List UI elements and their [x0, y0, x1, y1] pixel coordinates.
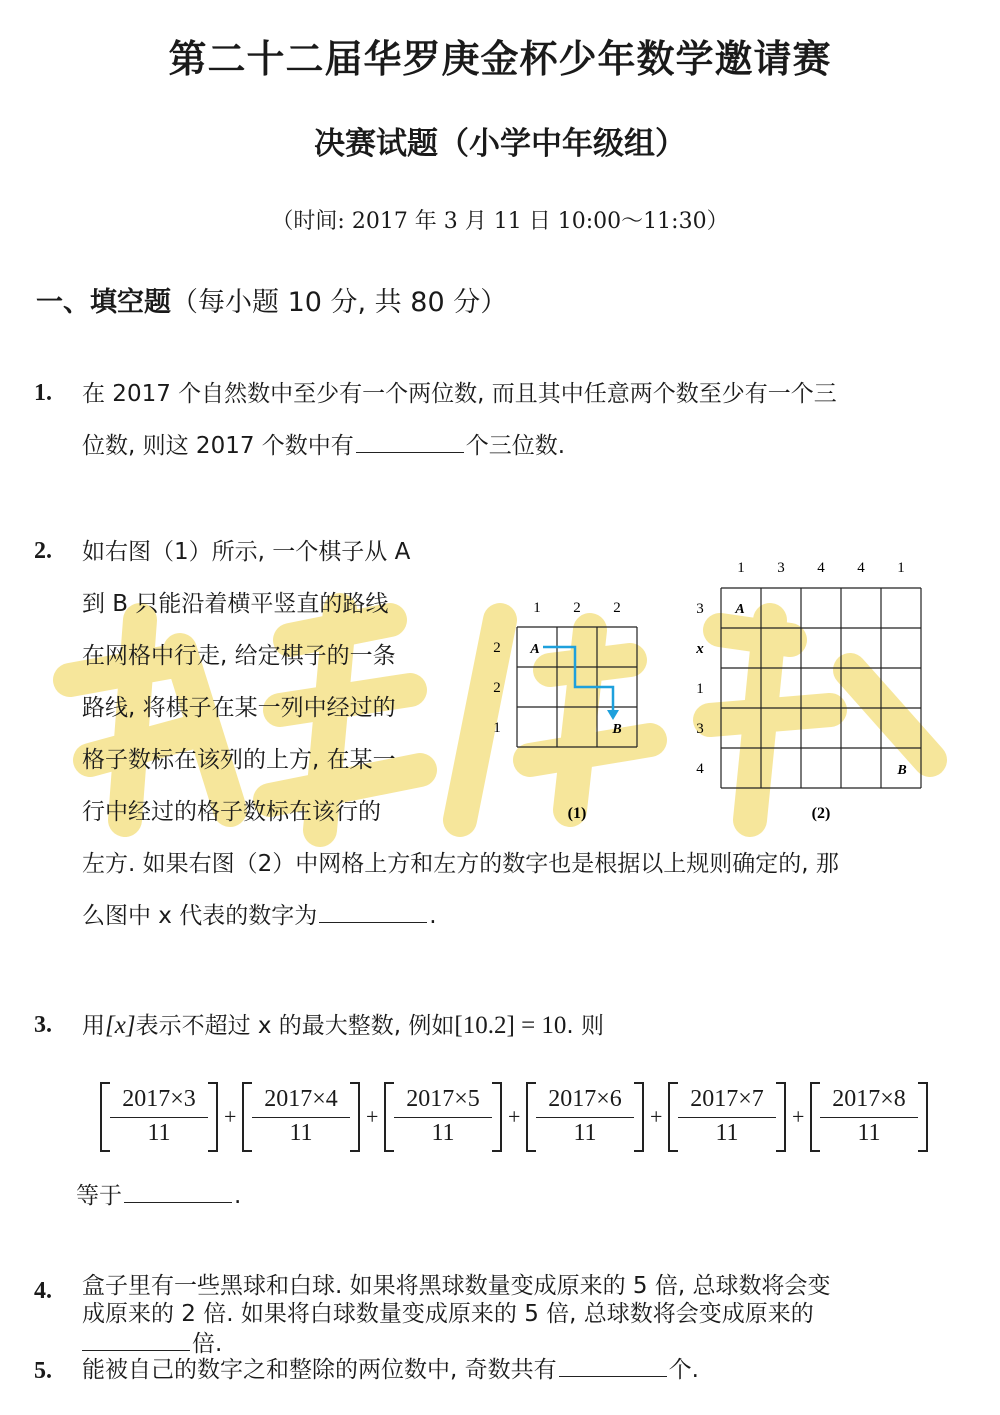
figure-2-top-label: 4 [857, 560, 865, 576]
question-3-text-middle: 表示不超过 x 的最大整数, 例如 [135, 1013, 455, 1039]
figure-1-caption: (1) [567, 805, 587, 822]
question-1-line-2-end: 个三位数. [465, 433, 566, 459]
fraction-numerator: 2017×3 [122, 1086, 196, 1112]
figure-2-end-label: B [897, 763, 907, 778]
grid-figure-2 [688, 548, 938, 833]
figure-2-left-label: 3 [696, 721, 704, 737]
figure-2-start-label: A [735, 602, 745, 617]
question-2-line-4: 路线, 将棋子在某一列中经过的 [82, 695, 396, 721]
question-4-line-1: 盒子里有一些黑球和白球. 如果将黑球数量变成原来的 5 倍, 总球数将会变 [82, 1273, 831, 1299]
fraction-numerator: 2017×7 [690, 1086, 764, 1112]
question-5-text-end: 个. [668, 1357, 699, 1383]
answer-blank-1[interactable] [356, 430, 464, 453]
question-3-number: 3. [34, 1012, 52, 1038]
question-4-line-2: 成原来的 2 倍. 如果将白球数量变成原来的 5 倍, 总球数将会变成原来的 [82, 1301, 814, 1327]
figure-1-left-label: 1 [493, 720, 501, 736]
floor-fraction [668, 1082, 786, 1152]
floor-fraction [100, 1082, 218, 1152]
floor-fraction [384, 1082, 502, 1152]
figure-1-top-label: 1 [533, 600, 541, 616]
plus-sign: + [508, 1104, 521, 1129]
figure-2-top-label: 1 [897, 560, 905, 576]
plus-sign: + [650, 1104, 663, 1129]
fraction-denominator: 11 [431, 1120, 455, 1146]
figure-1-left-label: 2 [493, 640, 501, 656]
question-3-tail-text: 等于 [76, 1183, 122, 1209]
plus-sign: + [792, 1104, 805, 1129]
grid-figure-1 [485, 590, 655, 830]
question-3-text [82, 1000, 972, 1052]
figure-2-caption: (2) [811, 805, 831, 822]
fraction-denominator: 11 [857, 1120, 881, 1146]
question-2-line-2: 到 B 只能沿着横平竖直的路线 [82, 591, 389, 617]
route-arrowhead [607, 710, 619, 720]
question-5-text [82, 1344, 972, 1396]
question-1-text [82, 368, 972, 472]
section-note: （每小题 10 分, 共 80 分） [171, 287, 508, 318]
exam-time: （时间: 2017 年 3 月 11 日 10:00～11:30） [271, 209, 729, 234]
plus-sign: + [366, 1104, 379, 1129]
floor-fraction [242, 1082, 360, 1152]
fraction-denominator: 11 [715, 1120, 739, 1146]
figure-2-left-label: 3 [696, 601, 704, 617]
route-line [543, 647, 613, 712]
question-1-number: 1. [34, 380, 52, 406]
fraction-denominator: 11 [289, 1120, 313, 1146]
plus-sign: + [224, 1104, 237, 1129]
fraction-denominator: 11 [573, 1120, 597, 1146]
question-3-tail [76, 1170, 476, 1222]
section-name: 一、填空题 [36, 287, 171, 318]
fraction-denominator: 11 [147, 1120, 171, 1146]
question-5-number: 5. [34, 1358, 52, 1384]
fraction-numerator: 2017×5 [406, 1086, 480, 1112]
figure-1-top-label: 2 [613, 600, 621, 616]
question-2-line-5: 格子数标在该列的上方, 在某一 [82, 747, 396, 773]
exam-subtitle: 决赛试题（小学中年级组） [314, 126, 686, 162]
figure-2-left-label: 1 [696, 681, 704, 697]
figure-2-grid-lines [721, 588, 921, 788]
fraction-numerator: 2017×4 [264, 1086, 338, 1112]
figure-1-top-label: 2 [573, 600, 581, 616]
question-2-text-bottom [82, 838, 972, 942]
answer-blank-2[interactable] [319, 900, 427, 923]
figure-2-left-label: 4 [696, 761, 704, 777]
question-2-line-8-start: 么图中 x 代表的数字为 [82, 903, 318, 929]
figure-1-end-label: B [612, 722, 622, 737]
question-2-line-1: 如右图（1）所示, 一个棋子从 A [82, 539, 411, 565]
question-5-text-start: 能被自己的数字之和整除的两位数中, 奇数共有 [82, 1357, 557, 1383]
question-4-number: 4. [34, 1278, 52, 1304]
figure-2-top-label: 3 [777, 560, 785, 576]
question-2-line-7: 左方. 如果右图（2）中网格上方和左方的数字也是根据以上规则确定的, 那 [82, 851, 839, 877]
question-2-line-8-end: . [429, 903, 437, 929]
figure-2-top-label: 1 [737, 560, 745, 576]
question-1-line-2 [82, 420, 972, 472]
figure-1-route [543, 647, 619, 720]
question-1-line-1: 在 2017 个自然数中至少有一个两位数, 而且其中任意两个数至少有一个三 [82, 381, 837, 407]
floor-sum-expression [100, 1082, 940, 1152]
figure-2-left-label: x [696, 641, 704, 657]
question-2-line-6: 行中经过的格子数标在该行的 [82, 799, 381, 825]
question-2-text-left [82, 526, 482, 838]
question-1-line-2-start: 位数, 则这 2017 个数中有 [82, 433, 354, 459]
floor-notation: [x] [105, 1012, 136, 1039]
question-2-line-3: 在网格中行走, 给定棋子的一条 [82, 643, 396, 669]
question-2-line-8 [82, 890, 972, 942]
floor-fraction [810, 1082, 928, 1152]
figure-2-top-label: 4 [817, 560, 825, 576]
figure-1-start-label: A [530, 642, 540, 657]
floor-example: [10.2] = 10 [454, 1012, 567, 1039]
answer-blank-5[interactable] [559, 1354, 667, 1377]
question-3-tail-end: . [234, 1183, 242, 1209]
fraction-numerator: 2017×6 [548, 1086, 622, 1112]
question-2-number: 2. [34, 538, 52, 564]
question-3-text-start: 用 [82, 1013, 105, 1039]
fraction-numerator: 2017×8 [832, 1086, 906, 1112]
question-3-text-end: . 则 [566, 1013, 605, 1039]
floor-fraction [526, 1082, 644, 1152]
question-4-line-3-text: 倍. [192, 1331, 223, 1357]
section-heading [36, 280, 507, 319]
exam-title: 第二十二届华罗庚金杯少年数学邀请赛 [168, 37, 832, 81]
answer-blank-3[interactable] [124, 1180, 232, 1203]
figure-1-left-label: 2 [493, 680, 501, 696]
